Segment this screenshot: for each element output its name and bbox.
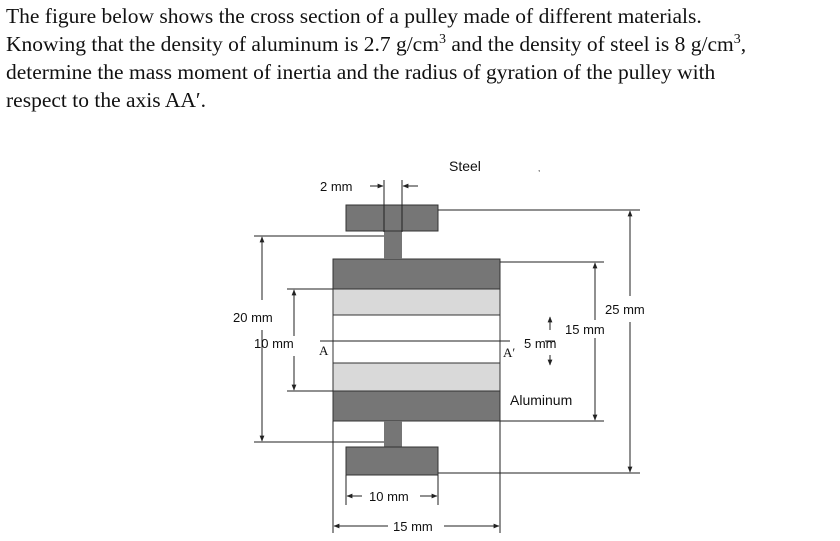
problem-line-2-part-a: Knowing that the density of aluminum is 2.7 g/cm bbox=[6, 32, 439, 56]
problem-line-2-part-b: and the density of steel is 8 g/cm bbox=[445, 32, 734, 56]
axis-start-label: A bbox=[319, 343, 329, 358]
steel-flange-upper bbox=[346, 205, 438, 231]
problem-line-2-part-c: , bbox=[740, 32, 747, 56]
dim-20mm-label: 20 mm bbox=[233, 310, 273, 325]
aluminum-ring-lower bbox=[333, 363, 500, 391]
dim-10mm-bottom-label: 10 mm bbox=[369, 489, 409, 504]
dimension-15mm-bottom bbox=[333, 421, 500, 533]
dim-25mm-label: 25 mm bbox=[605, 302, 645, 317]
aluminum-label: Aluminum bbox=[510, 392, 573, 408]
dim-15mm-bottom-label: 15 mm bbox=[393, 519, 433, 534]
aluminum-ring-upper bbox=[333, 289, 500, 315]
pulley-body bbox=[333, 205, 500, 475]
stray-tick: , bbox=[538, 164, 541, 173]
steel-flange-lower bbox=[346, 447, 438, 475]
exponent-3b: 3 bbox=[733, 31, 741, 47]
dim-15mm-right-label: 15 mm bbox=[565, 322, 605, 337]
hub-gap bbox=[333, 315, 500, 363]
dim-5mm-label: 5 mm bbox=[524, 336, 557, 351]
steel-ring-lower bbox=[333, 391, 500, 421]
dim-10mm-left-label: 10 mm bbox=[254, 336, 294, 351]
problem-line-4: respect to the axis AA′. bbox=[6, 88, 206, 112]
problem-line-1: The figure below shows the cross section of a pulley made of different materials. bbox=[6, 4, 702, 28]
dimension-10mm-left bbox=[287, 289, 333, 391]
axis-end-label: A′ bbox=[503, 345, 516, 360]
steel-ring-upper bbox=[333, 259, 500, 289]
problem-line-3: determine the mass moment of inertia and the radius of gyration of the pulley with bbox=[6, 60, 716, 84]
steel-web-lower bbox=[384, 421, 402, 447]
dim-2mm-label: 2 mm bbox=[320, 179, 353, 194]
exponent-3a: 3 bbox=[438, 31, 446, 47]
steel-label: Steel bbox=[449, 158, 481, 174]
steel-web-upper bbox=[384, 231, 402, 259]
